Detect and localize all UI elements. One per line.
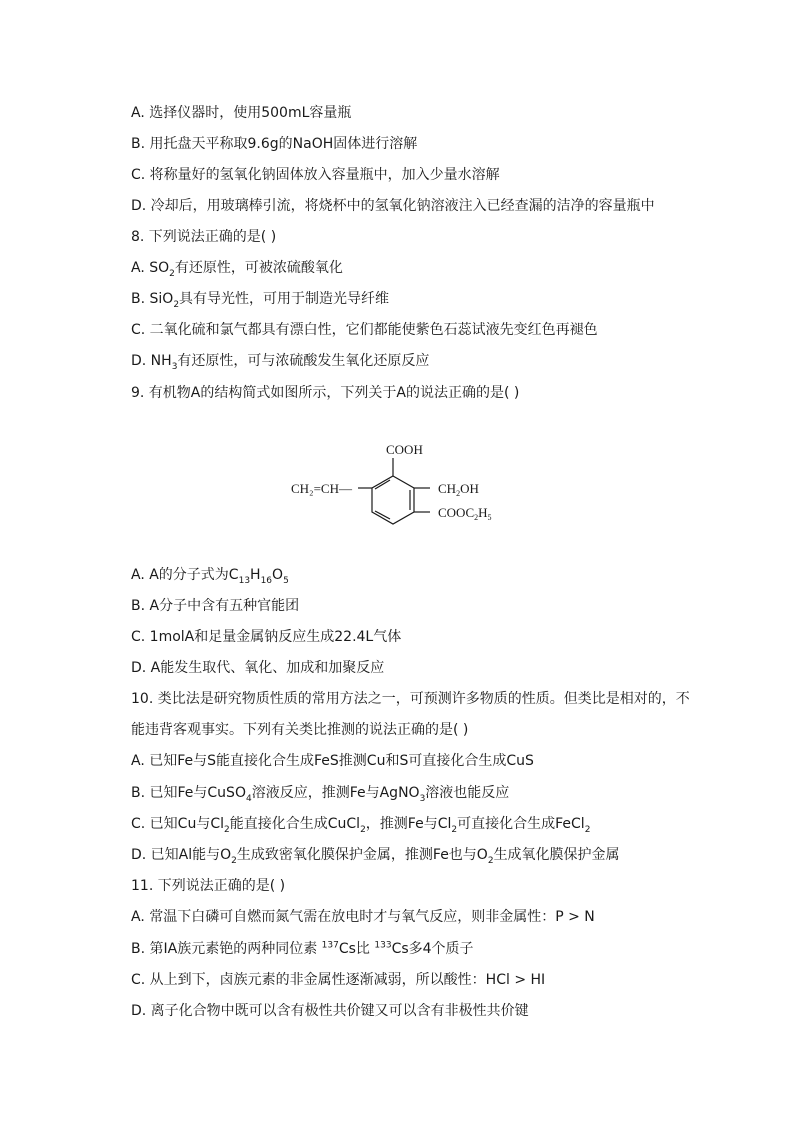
q8-option-b: B. SiO$_2$具有导光性，可用于制造光导纤维 [131, 291, 390, 310]
q9-option-d: D. A能发生取代、氧化、加成和加聚反应 [131, 660, 385, 676]
q10-option-a: A. 已知Fe与S能直接化合生成FeS推测Cu和S可直接化合生成CuS [131, 753, 534, 769]
q7-option-d: D. 冷却后，用玻璃棒引流，将烧杯中的氢氧化钠溶液注入已经查漏的洁净的容量瓶中 [131, 198, 655, 214]
q8-option-c: C. 二氧化硫和氯气都具有漂白性，它们都能使紫色石蕊试液先变红色再褪色 [131, 322, 598, 338]
q7-option-a: A. 选择仪器时，使用500mL容量瓶 [131, 105, 352, 121]
q8-stem: 8. 下列说法正确的是( ) [131, 229, 277, 245]
q9-option-c: C. 1molA和足量金属钠反应生成22.4L气体 [131, 629, 402, 645]
q11-option-c: C. 从上到下，卤族元素的非金属性逐渐减弱，所以酸性：HCl > HI [131, 972, 546, 988]
ester-label: $COOC_2H_5$ [438, 505, 492, 522]
benzene-ring [358, 458, 430, 524]
q11-option-d: D. 离子化合物中既可以含有极性共价键又可以含有非极性共价键 [131, 1003, 529, 1019]
q9-option-b: B. A分子中含有五种官能团 [131, 598, 300, 614]
q11-option-a: A. 常温下白磷可自燃而氮气需在放电时才与氧气反应，则非金属性：P > N [131, 909, 595, 925]
q7-option-c: C. 将称量好的氢氧化钠固体放入容量瓶中，加入少量水溶解 [131, 167, 500, 183]
q8-option-d: D. $NH_3$有还原性，可与浓硫酸发生氧化还原反应 [131, 353, 430, 372]
vinyl-label: CH₂=CH— [291, 481, 352, 496]
q8-option-a: A. $SO_2$有还原性，可被浓硫酸氧化 [131, 260, 343, 279]
q10-option-c: C. 已知Cu与$Cl_2$能直接化合生成CuCl$_2$，推测Fe与$Cl_2$可直接化合生成FeCl$_2$ [131, 816, 591, 835]
q9-structure-diagram [280, 436, 520, 536]
q11-stem: 11. 下列说法正确的是( ) [131, 878, 286, 894]
q7-option-b: B. 用托盘天平称取9.6g的NaOH固体进行溶解 [131, 136, 418, 152]
q9-stem: 9. 有机物A的结构简式如图所示，下列关于A的说法正确的是( ) [131, 385, 520, 401]
q10-option-d: D. 已知Al能与$O_2$生成致密氧化膜保护金属，推测Fe也与$O_2$生成氧化膜保护金属 [131, 847, 620, 866]
q10-option-b: B. 已知Fe与CuSO$_4$溶液反应，推测Fe与AgNO$_3$溶液也能反应 [131, 785, 510, 804]
cooh-label: COOH [386, 442, 423, 457]
q11-option-b: B. 第ⅠA族元素铯的两种同位素 $^{137}$Cs比 $^{133}$Cs多4个质子 [131, 940, 474, 957]
ch2oh-label: $CH_2OH$ [438, 481, 479, 498]
q9-option-a: A. A的分子式为$C_{13}H_{16}O_5$ [131, 567, 289, 586]
q10-stem: 10. 类比法是研究物质性质的常用方法之一，可预测许多物质的性质。但类比是相对的，不能违背客观事实。下列有关类比推测的说法正确的是( ) [131, 691, 690, 738]
